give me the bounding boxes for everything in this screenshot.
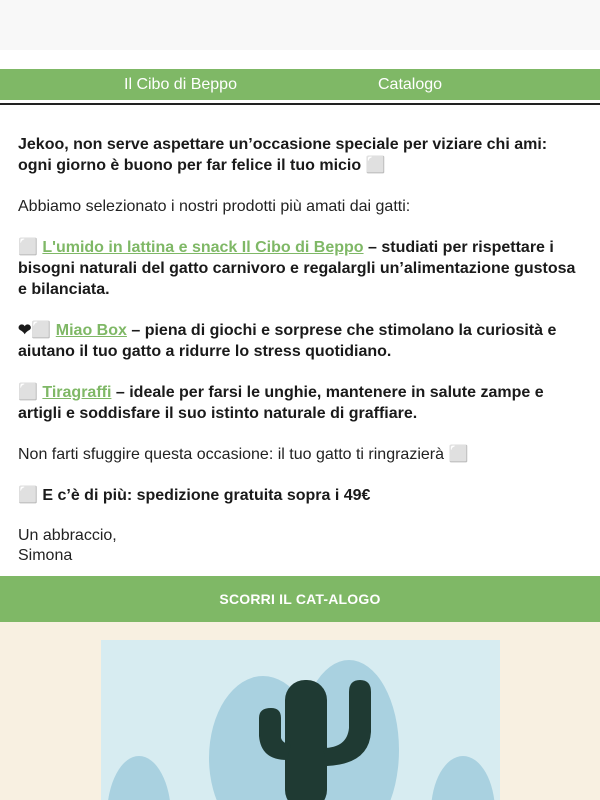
product-item-tiragraffi (18, 382, 583, 424)
nav-link-catalog[interactable]: Catalogo (378, 76, 443, 93)
cta-button[interactable] (0, 576, 600, 622)
top-spacer (0, 0, 600, 50)
intro-paragraph (18, 134, 583, 176)
product-link-tiragraffi[interactable]: Tiragraffi (42, 384, 112, 401)
product-item-umido (18, 237, 583, 300)
email-body (18, 134, 583, 566)
nav-link-brand[interactable]: Il Cibo di Beppo (124, 76, 237, 93)
cactus-illustration (101, 640, 500, 800)
product-description: – ideale per farsi le unghie, mantenere in salute zampe e artigli e soddisfare il suo istinto naturale di graffiare. (18, 384, 544, 422)
background-blob (107, 756, 171, 800)
missing-glyph-icon: ⬜ (18, 384, 38, 401)
cta-label: SCORRI IL CAT-ALOGO (219, 591, 381, 607)
cactus-trunk (285, 680, 327, 800)
background-blob (431, 756, 495, 800)
missing-glyph-icon: ⬜ (18, 487, 38, 504)
intro-line-1: Jekoo, non serve aspettare un’occasione speciale per viziare chi ami: (18, 136, 548, 153)
product-link-umido[interactable]: L'umido in lattina e snack Il Cibo di Beppo (42, 239, 364, 256)
cactus-scratcher-image[interactable] (101, 640, 500, 800)
product-link-miao-box[interactable]: Miao Box (55, 322, 127, 339)
closing-text: Non farti sfuggire questa occasione: il tuo gatto ti ringrazierà ⬜ (18, 446, 469, 463)
product-item-miao-box (18, 320, 583, 362)
intro-line-2: ogni giorno è buono per far felice il tuo micio ⬜ (18, 157, 386, 174)
shipping-text: E c’è di più: spedizione gratuita sopra i 49€ (42, 487, 371, 504)
signature (18, 526, 583, 566)
missing-glyph-icon: ⬜ (18, 239, 38, 256)
product-description: – piena di giochi e sorprese che stimolano la curiosità e aiutano il tuo gatto a ridurre lo stress quotidiano. (18, 322, 557, 360)
product-description: – studiati per rispettare i bisogni naturali del gatto carnivoro e regalargli un’alimentazione gustosa e bilanciata. (18, 239, 576, 298)
divider (0, 103, 600, 105)
signature-name: Simona (18, 547, 73, 564)
nav-bar (0, 69, 600, 100)
signature-greeting: Un abbraccio, (18, 527, 117, 544)
selection-text: Abbiamo selezionato i nostri prodotti più amati dai gatti: (18, 198, 411, 215)
heart-icon: ❤⬜ (18, 322, 52, 339)
shipping-note (18, 485, 583, 506)
